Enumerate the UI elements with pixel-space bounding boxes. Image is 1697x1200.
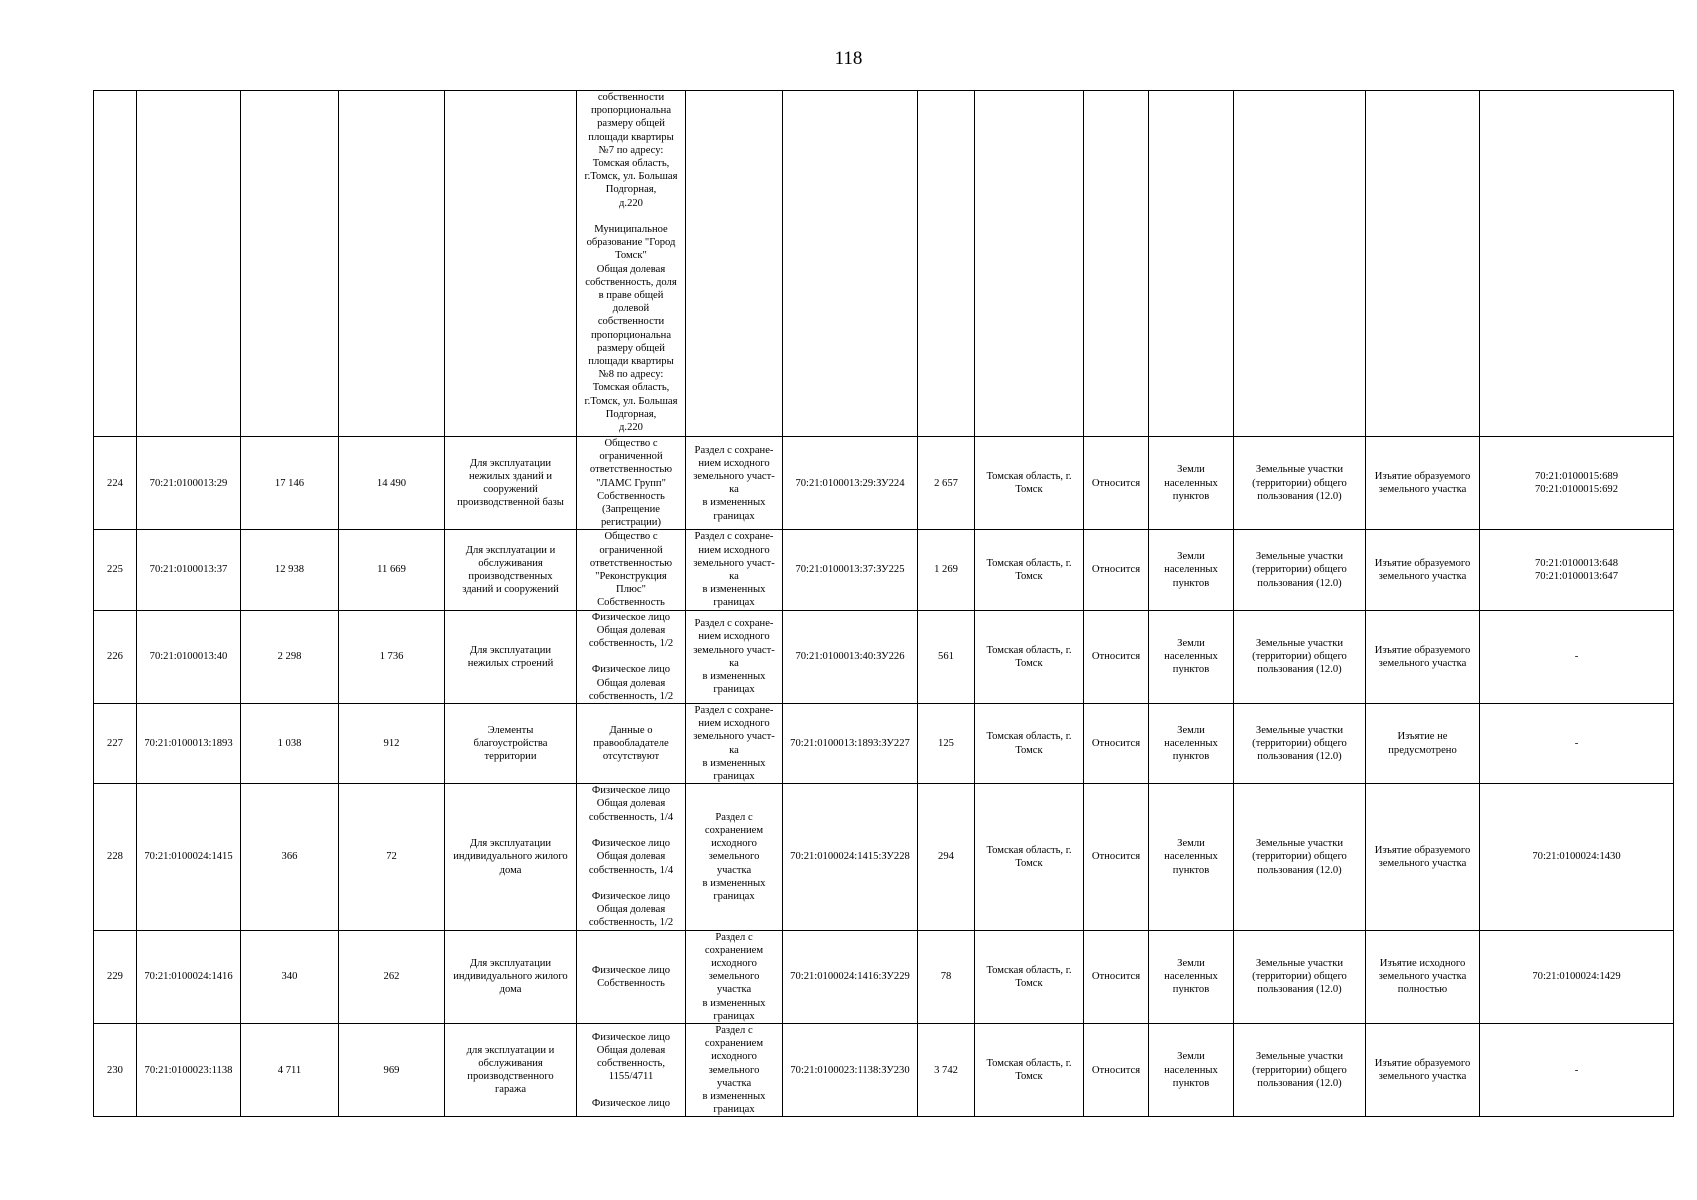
cell-objects: 70:21:0100024:1429 xyxy=(1480,930,1674,1023)
cell-area-part: 969 xyxy=(339,1023,445,1116)
cell-new-id: 70:21:0100013:37:ЗУ225 xyxy=(783,530,918,610)
cell-objects: - xyxy=(1480,704,1674,784)
cell-address: Томская область, г. Томск xyxy=(975,1023,1084,1116)
cell-use: Земельные участки (территории) общего пользования (12.0) xyxy=(1234,1023,1366,1116)
cell-new-area: 561 xyxy=(918,610,975,703)
cell-num: 228 xyxy=(94,784,137,930)
cell-address: Томская область, г. Томск xyxy=(975,437,1084,530)
table-row xyxy=(94,704,1674,784)
cell-purpose: Для эксплуатации нежилых зданий и сооружений производственной базы xyxy=(445,437,577,530)
cell-num: 225 xyxy=(94,530,137,610)
cell-area-total: 4 711 xyxy=(241,1023,339,1116)
cell-seizure: Изъятие не предусмотрено xyxy=(1366,704,1480,784)
cell-seizure: Изъятие образуемого земельного участка xyxy=(1366,784,1480,930)
cell-objects: - xyxy=(1480,610,1674,703)
cell-relates: Относится xyxy=(1084,530,1149,610)
cell-objects: 70:21:0100024:1430 xyxy=(1480,784,1674,930)
cell-area-total xyxy=(241,91,339,437)
cell-area-part: 14 490 xyxy=(339,437,445,530)
cell-cadastral: 70:21:0100013:29 xyxy=(137,437,241,530)
cell-address: Томская область, г. Томск xyxy=(975,704,1084,784)
cell-method: Раздел с сохране- нием исходного земельного участ- ка в измененных границах xyxy=(686,437,783,530)
cell-relates: Относится xyxy=(1084,704,1149,784)
cell-use: Земельные участки (территории) общего пользования (12.0) xyxy=(1234,930,1366,1023)
cell-num xyxy=(94,91,137,437)
cell-relates: Относится xyxy=(1084,610,1149,703)
cell-owner: Общество с ограниченной ответственностью "Реконструкция Плюс" Собственность xyxy=(577,530,686,610)
cell-method: Раздел с сохранением исходного земельного участка в измененных границах xyxy=(686,930,783,1023)
cell-address: Томская область, г. Томск xyxy=(975,784,1084,930)
cell-category: Земли населенных пунктов xyxy=(1149,784,1234,930)
cell-seizure xyxy=(1366,91,1480,437)
cell-cadastral: 70:21:0100013:1893 xyxy=(137,704,241,784)
cell-category: Земли населенных пунктов xyxy=(1149,530,1234,610)
cell-purpose: Для эксплуатации индивидуального жилого дома xyxy=(445,930,577,1023)
table-row xyxy=(94,530,1674,610)
cell-relates: Относится xyxy=(1084,1023,1149,1116)
cell-num: 230 xyxy=(94,1023,137,1116)
cell-num: 227 xyxy=(94,704,137,784)
cell-seizure: Изъятие образуемого земельного участка xyxy=(1366,610,1480,703)
cell-address: Томская область, г. Томск xyxy=(975,610,1084,703)
table-row xyxy=(94,610,1674,703)
cell-new-id: 70:21:0100024:1416:ЗУ229 xyxy=(783,930,918,1023)
cell-owner: Общество с ограниченной ответственностью "ЛАМС Групп" Собственность (Запрещение регистрации) xyxy=(577,437,686,530)
cell-objects: - xyxy=(1480,1023,1674,1116)
cell-new-area xyxy=(918,91,975,437)
cell-cadastral: 70:21:0100013:37 xyxy=(137,530,241,610)
cell-new-id: 70:21:0100013:40:ЗУ226 xyxy=(783,610,918,703)
table-row xyxy=(94,437,1674,530)
cell-owner: Физическое лицо Собственность xyxy=(577,930,686,1023)
cell-objects xyxy=(1480,91,1674,437)
cell-new-id: 70:21:0100024:1415:ЗУ228 xyxy=(783,784,918,930)
cell-category: Земли населенных пунктов xyxy=(1149,1023,1234,1116)
cell-area-total: 340 xyxy=(241,930,339,1023)
cell-category: Земли населенных пунктов xyxy=(1149,930,1234,1023)
cell-area-part: 11 669 xyxy=(339,530,445,610)
cell-use: Земельные участки (территории) общего пользования (12.0) xyxy=(1234,784,1366,930)
cell-relates: Относится xyxy=(1084,784,1149,930)
cell-owner: собственности пропорциональна размеру общей площади квартиры №7 по адресу: Томская область, г.Томск, ул. Большая Подгорная, д.220 Муниципальное образование "Город Томск" Общая долевая собственность, доля в праве общей долевой собственности пропорциональна размеру общей площади квартиры №8 по адресу: Томская область, г.Томск, ул. Большая Подгорная, д.220 xyxy=(577,91,686,437)
cell-new-id xyxy=(783,91,918,437)
cell-area-total: 17 146 xyxy=(241,437,339,530)
cell-new-area: 2 657 xyxy=(918,437,975,530)
cell-new-id: 70:21:0100023:1138:ЗУ230 xyxy=(783,1023,918,1116)
cell-method: Раздел с сохранением исходного земельного участка в измененных границах xyxy=(686,784,783,930)
cell-cadastral: 70:21:0100024:1415 xyxy=(137,784,241,930)
cell-owner: Физическое лицо Общая долевая собственность, 1155/4711 Физическое лицо xyxy=(577,1023,686,1116)
cell-new-id: 70:21:0100013:1893:ЗУ227 xyxy=(783,704,918,784)
land-plots-table xyxy=(93,90,1674,1117)
cell-new-area: 1 269 xyxy=(918,530,975,610)
cell-area-part: 912 xyxy=(339,704,445,784)
cell-new-id: 70:21:0100013:29:ЗУ224 xyxy=(783,437,918,530)
cell-method: Раздел с сохране- нием исходного земельного участ- ка в измененных границах xyxy=(686,704,783,784)
cell-area-part: 262 xyxy=(339,930,445,1023)
cell-use: Земельные участки (территории) общего пользования (12.0) xyxy=(1234,530,1366,610)
cell-new-area: 294 xyxy=(918,784,975,930)
cell-new-area: 125 xyxy=(918,704,975,784)
cell-area-total: 1 038 xyxy=(241,704,339,784)
cell-objects: 70:21:0100013:648 70:21:0100013:647 xyxy=(1480,530,1674,610)
cell-purpose: Для эксплуатации и обслуживания производственных зданий и сооружений xyxy=(445,530,577,610)
table-row xyxy=(94,1023,1674,1116)
cell-purpose xyxy=(445,91,577,437)
cell-area-part: 72 xyxy=(339,784,445,930)
cell-num: 229 xyxy=(94,930,137,1023)
cell-address xyxy=(975,91,1084,437)
cell-num: 226 xyxy=(94,610,137,703)
cell-cadastral xyxy=(137,91,241,437)
cell-method: Раздел с сохране- нием исходного земельного участ- ка в измененных границах xyxy=(686,610,783,703)
cell-num: 224 xyxy=(94,437,137,530)
table-row xyxy=(94,784,1674,930)
cell-area-part xyxy=(339,91,445,437)
cell-seizure: Изъятие образуемого земельного участка xyxy=(1366,437,1480,530)
cell-area-part: 1 736 xyxy=(339,610,445,703)
cell-relates: Относится xyxy=(1084,930,1149,1023)
cell-purpose: Для эксплуатации нежилых строений xyxy=(445,610,577,703)
cell-category xyxy=(1149,91,1234,437)
cell-address: Томская область, г. Томск xyxy=(975,930,1084,1023)
cell-area-total: 12 938 xyxy=(241,530,339,610)
cell-new-area: 3 742 xyxy=(918,1023,975,1116)
cell-relates xyxy=(1084,91,1149,437)
cell-category: Земли населенных пунктов xyxy=(1149,704,1234,784)
cell-purpose: Элементы благоустройства территории xyxy=(445,704,577,784)
cell-use: Земельные участки (территории) общего пользования (12.0) xyxy=(1234,704,1366,784)
cell-relates: Относится xyxy=(1084,437,1149,530)
cell-method: Раздел с сохране- нием исходного земельного участ- ка в измененных границах xyxy=(686,530,783,610)
cell-objects: 70:21:0100015:689 70:21:0100015:692 xyxy=(1480,437,1674,530)
cell-owner: Физическое лицо Общая долевая собственность, 1/4 Физическое лицо Общая долевая собственность, 1/4 Физическое лицо Общая долевая собственность, 1/2 xyxy=(577,784,686,930)
table-row xyxy=(94,930,1674,1023)
cell-category: Земли населенных пунктов xyxy=(1149,610,1234,703)
cell-use xyxy=(1234,91,1366,437)
cell-purpose: Для эксплуатации индивидуального жилого дома xyxy=(445,784,577,930)
cell-area-total: 366 xyxy=(241,784,339,930)
cell-owner: Физическое лицо Общая долевая собственность, 1/2 Физическое лицо Общая долевая собственность, 1/2 xyxy=(577,610,686,703)
cell-seizure: Изъятие исходного земельного участка полностью xyxy=(1366,930,1480,1023)
cell-purpose: для эксплуатации и обслуживания производственного гаража xyxy=(445,1023,577,1116)
cell-area-total: 2 298 xyxy=(241,610,339,703)
cell-seizure: Изъятие образуемого земельного участка xyxy=(1366,530,1480,610)
cell-category: Земли населенных пунктов xyxy=(1149,437,1234,530)
cell-cadastral: 70:21:0100024:1416 xyxy=(137,930,241,1023)
cell-address: Томская область, г. Томск xyxy=(975,530,1084,610)
cell-seizure: Изъятие образуемого земельного участка xyxy=(1366,1023,1480,1116)
cell-method xyxy=(686,91,783,437)
cell-method: Раздел с сохранением исходного земельного участка в измененных границах xyxy=(686,1023,783,1116)
cell-new-area: 78 xyxy=(918,930,975,1023)
cell-cadastral: 70:21:0100023:1138 xyxy=(137,1023,241,1116)
cell-use: Земельные участки (территории) общего пользования (12.0) xyxy=(1234,437,1366,530)
cell-owner: Данные о правообладателе отсутствуют xyxy=(577,704,686,784)
cell-use: Земельные участки (территории) общего пользования (12.0) xyxy=(1234,610,1366,703)
page-number: 118 xyxy=(834,48,863,69)
cell-cadastral: 70:21:0100013:40 xyxy=(137,610,241,703)
table-row-continuation xyxy=(94,91,1674,437)
